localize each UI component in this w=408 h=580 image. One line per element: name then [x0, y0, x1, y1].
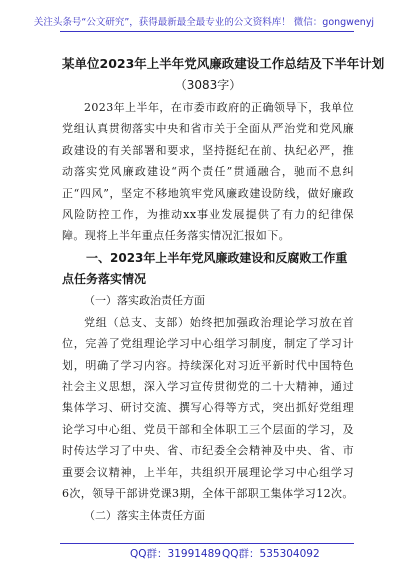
header-promo-note: 关注头条号“公文研究”，获得最新最全最专业的公文资料库！ 微信：gongwenyj — [33, 17, 375, 28]
footer-qq-group-1: QQ群：31991489 — [130, 548, 221, 560]
word-count: （3083字） — [174, 78, 242, 92]
document-title: 某单位2023年上半年党风廉政建设工作总结及下半年计划 — [62, 56, 385, 71]
intro-paragraph: 2023年上半年，在市委市政府的正确领导下，我单位党组认真贯彻落实中央和省市关于全面从严治党和党风廉政建设的有关部署和要求，坚持挺纪在前、执纪必严，推动落实党风廉政建设“两个责任”贯通融合，驰而不息纠正“四风”，坚定不移地筑牢党风廉政建设防线，做好廉政风险防控工作，为推动xx事业发展提供了有力的纪律保障。现将上半年重点任务落实情况汇报如下。 — [62, 101, 354, 243]
subsection-heading-main-responsibility: （二）落实主体责任方面 — [84, 508, 205, 522]
footer-qq-group-2: QQ群：535304092 — [222, 548, 320, 560]
political-responsibility-paragraph: 党组（总支、支部）始终把加强政治理论学习放在首位，完善了党组理论学习中心组学习制度，制定了学习计划，明确了学习内容。持续深化对习近平新时代中国特色社会主义思想，深入学习宣传贯彻党的二十大精神，通过集体学习、研讨交流、撰写心得等方式，突出抓好党组理论学习中心组、党员干部和全体职工三个层面的学习，及时传达学习了中央、省、市纪委全会精神及中央、省、市重要会议精神，上半年，共组织开展理论学习中心组学习6次，领导干部讲党课3期，全体干部职工集体学习12次。 — [62, 315, 354, 501]
document-body — [62, 54, 385, 527]
header-divider — [60, 31, 354, 32]
footer-divider — [60, 543, 354, 544]
subsection-heading-political: （一）落实政治责任方面 — [84, 293, 205, 307]
section-heading-1: 一、2023年上半年党风廉政建设和反腐败工作重点任务落实情况 — [62, 250, 348, 286]
